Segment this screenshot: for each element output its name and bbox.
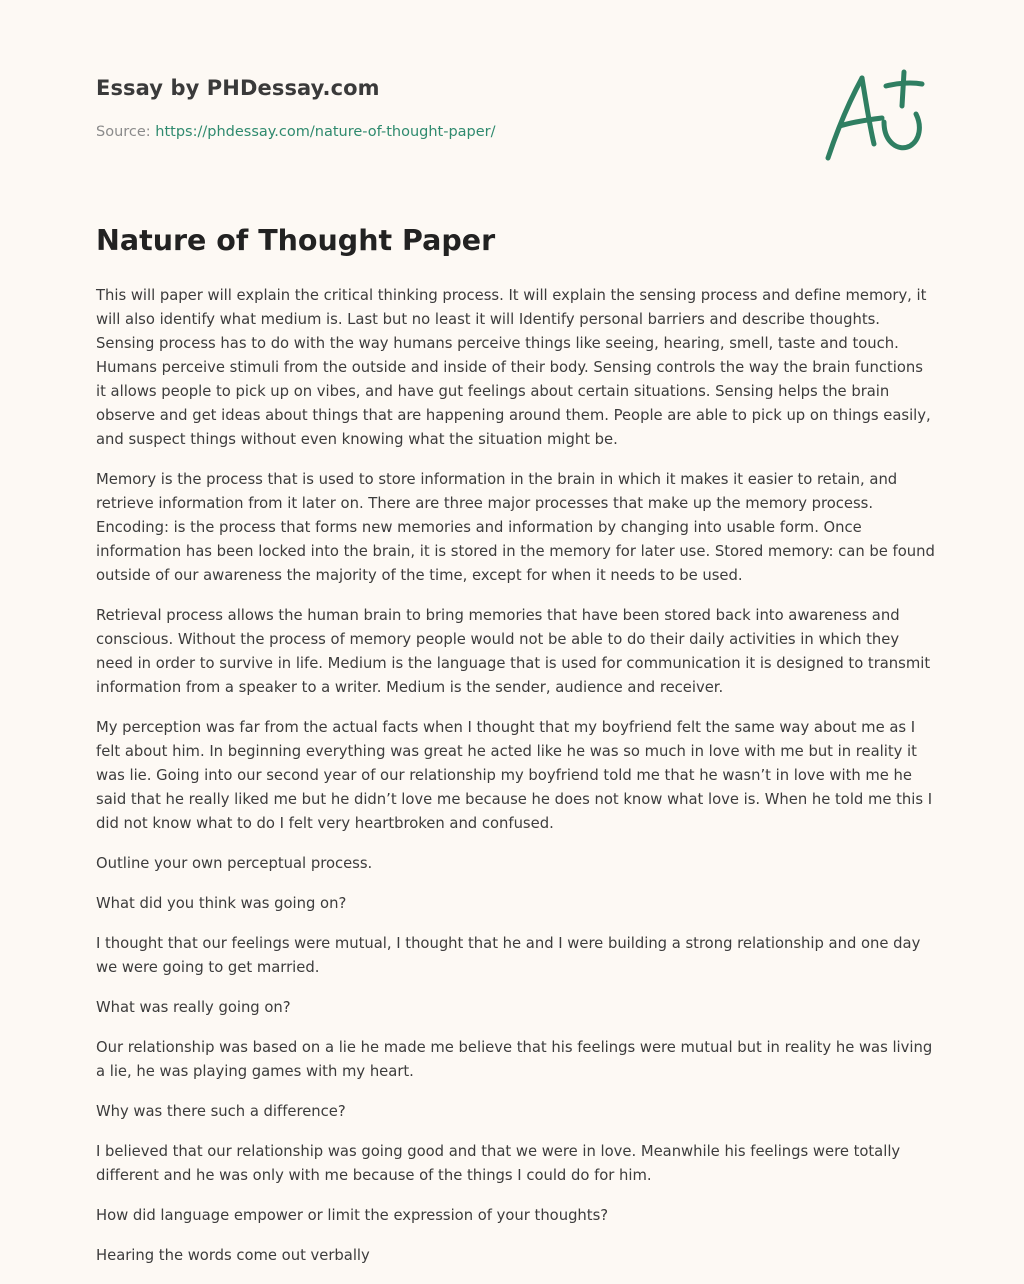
answer: I believed that our relationship was going good and that we were in love. Meanwhile his feelings were totally different and he was only with me because of the things I could do for him. (96, 1143, 901, 1184)
answer: Our relationship was based on a lie he made me believe that his feelings were mutual but in reality he was living a lie, he was playing games with my heart. (96, 1039, 933, 1080)
question: Outline your own perceptual process. (96, 855, 373, 872)
document-body (96, 284, 936, 1284)
question: What did you think was going on? (96, 895, 347, 912)
answer: I thought that our feelings were mutual, I thought that he and I were building a strong relationship and one day we were going to get married. (96, 935, 921, 976)
source-link[interactable]: https://phdessay.com/nature-of-thought-paper/ (155, 124, 496, 140)
brand-title: Essay by PHDessay.com (96, 76, 380, 100)
source-label: Source: (96, 124, 151, 140)
paragraph: Memory is the process that is used to store information in the brain in which it makes it easier to retain, and retrieve information from it later on. There are three major processes that make up the memory process. Encoding: is the process that forms new memories and information by changing into usable form. Once information has been locked into the brain, it is stored in the memory for later use. Stored memory: can be found outside of our awareness the majority of the time, except for when it needs to be used. (96, 471, 935, 584)
answer: Hearing the words come out verbally (96, 1247, 370, 1264)
question: What was really going on? (96, 999, 291, 1016)
source-line (96, 124, 496, 140)
document-title: Nature of Thought Paper (96, 224, 496, 257)
a-plus-grade-icon (818, 66, 930, 170)
paragraph: This will paper will explain the critical thinking process. It will explain the sensing process and define memory, it will also identify what medium is. Last but no least it will Identify personal barriers and describe thoughts. Sensing process has to do with the way humans perceive things like seeing, hearing, smell, taste and touch. Humans perceive stimuli from the outside and inside of their body. Sensing controls the way the brain functions it allows people to pick up on vibes, and have gut feelings about certain situations. Sensing helps the brain observe and get ideas about things that are happening around them. People are able to pick up on things easily, and suspect things without even knowing what the situation might be. (96, 287, 931, 448)
question: How did language empower or limit the expression of your thoughts? (96, 1207, 609, 1224)
question: Why was there such a difference? (96, 1103, 346, 1120)
paragraph: My perception was far from the actual facts when I thought that my boyfriend felt the same way about me as I felt about him. In beginning everything was great he acted like he was so much in love with me but in reality it was lie. Going into our second year of our relationship my boyfriend told me that he wasn’t in love with me he said that he really liked me but he didn’t love me because he does not know what love is. When he told me this I did not know what to do I felt very heartbroken and confused. (96, 719, 933, 832)
paragraph: Retrieval process allows the human brain to bring memories that have been stored back into awareness and conscious. Without the process of memory people would not be able to do their daily activities in which they need in order to survive in life. Medium is the language that is used for communication it is designed to transmit information from a speaker to a writer. Medium is the sender, audience and receiver. (96, 607, 931, 696)
